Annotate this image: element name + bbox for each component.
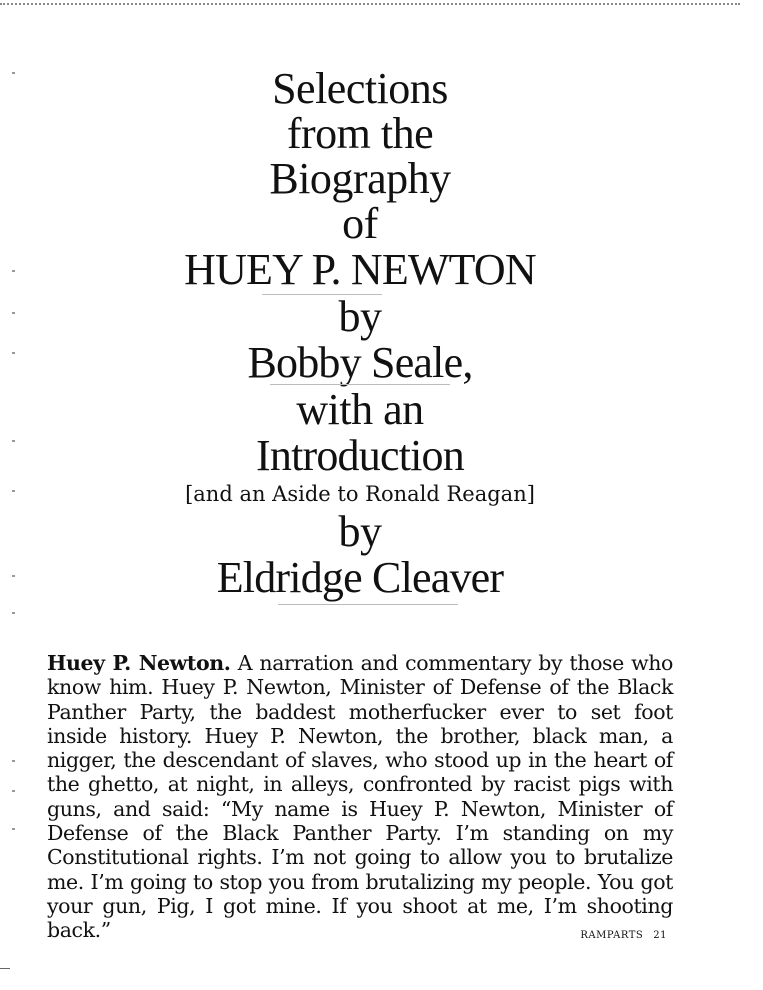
- title-line-2: from the: [286, 109, 434, 158]
- byline-by-2: by: [338, 507, 382, 556]
- body-paragraph: A narration and commentary by those who know him. Huey P. Newton, Minister of Defense of the Black Panther Party, the baddest motherfucker ever to set foot inside history. Huey P. Newton, the brother, black man, a nigger, the descendant of slaves, who stood up in the heart of the ghetto, at night, in alleys, confronted by racist pigs with guns, and said: “My name is Huey P. Newton, Minister of Defense of the Black Panther Party. I’m standing on my Constitutional rights. I’m not going to allow you to brutalize me. I’m going to stop you from brutalizing my people. You got your gun, Pig, I got mine. If you shoot at me, I’m shooting back.”: [47, 651, 673, 943]
- title-aside: [and an Aside to Ronald Reagan]: [185, 482, 535, 506]
- author-1: Bobby Seale,: [247, 338, 473, 387]
- title-introduction: Introduction: [256, 431, 464, 480]
- title-line-1: Selections: [272, 64, 448, 113]
- top-border-rule: [0, 3, 740, 5]
- corner-mark: [0, 968, 10, 969]
- title-line-4: of: [342, 199, 378, 248]
- byline-by-1: by: [338, 292, 382, 341]
- title-line-3: Biography: [269, 154, 451, 203]
- page-number: 21: [653, 930, 667, 941]
- title-with: with an: [296, 385, 424, 434]
- article-title: [140, 66, 580, 602]
- body-lead: Huey P. Newton.: [47, 651, 231, 675]
- article-body: [47, 651, 673, 943]
- decorative-rule-1: [262, 294, 382, 295]
- subject-name: HUEY P. NEWTON: [184, 245, 536, 294]
- decorative-rule-3: [278, 604, 458, 605]
- publication-name: RAMPARTS: [580, 930, 644, 941]
- decorative-rule-2: [270, 384, 450, 385]
- author-2: Eldridge Cleaver: [216, 553, 504, 602]
- page-footer: [580, 930, 667, 941]
